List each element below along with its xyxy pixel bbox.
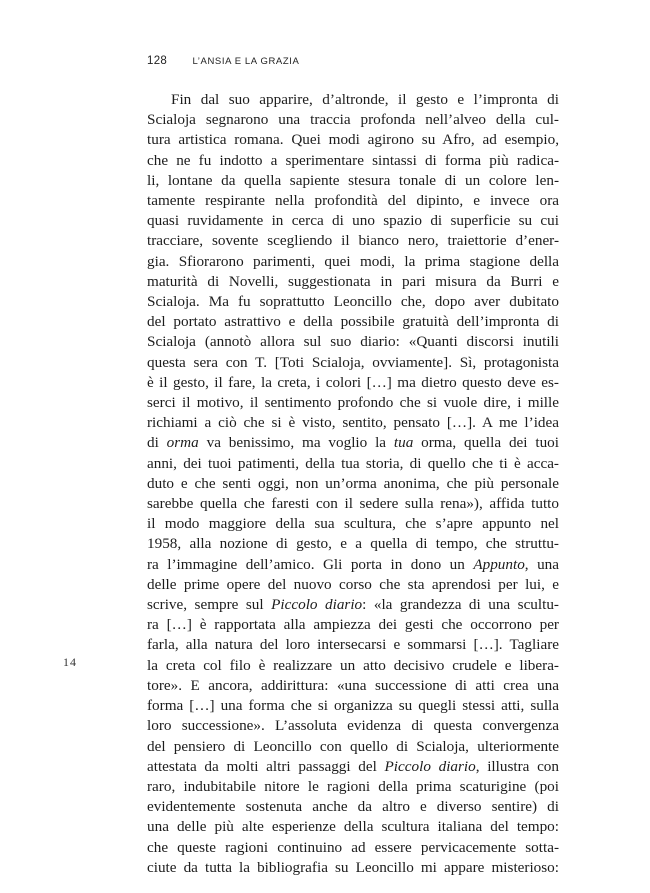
text-line: che queste ragioni continuino ad essere pervicacemente sotta- (147, 838, 559, 856)
text-line: che ne fu indotto a sperimentare sintassi di forma più radica- (147, 151, 559, 169)
text-line: quasi ruvidamente in cerca di uno spazio di superficie su cui (147, 212, 559, 230)
text-line: ra l’immagine dell’amico. Gli porta in dono un Appunto, una (147, 555, 559, 573)
text-line: una delle più alte esperienze della scultura italiana del tempo: (147, 818, 559, 836)
running-title: L’ANSIA E LA GRAZIA (192, 56, 300, 67)
text-line: questa sera con T. [Toti Scialoja, ovviamente]. Sì, protagonista (147, 353, 559, 371)
text-line: Scialoja (annotò allora sul suo diario: «Quanti discorsi inutili (147, 333, 559, 351)
body-paragraph (147, 90, 559, 878)
text-line: Scialoja. Ma fu soprattutto Leoncillo che, dopo aver dubitato (147, 293, 559, 311)
text-line: delle prime opere del nuovo corso che sta aprendosi per lui, e (147, 575, 559, 593)
margin-note-number: 14 (63, 655, 77, 669)
text-line: il modo maggiore della sua scultura, che s’apre appunto nel (147, 515, 559, 533)
text-line: ciute da tutta la bibliografia su Leoncillo mi appare misterioso: (147, 858, 559, 876)
text-line: tore». E ancora, addirittura: «una successione di atti crea una (147, 676, 559, 694)
text-line: tracciare, sovente scegliendo il bianco nero, traiettorie d’ener- (147, 232, 559, 250)
text-line: 1958, alla nozione di gesto, e a quella di tempo, che struttu- (147, 535, 559, 553)
text-line: farla, alla natura del loro intersecarsi e sommarsi […]. Tagliare (147, 636, 559, 654)
text-line: gia. Sfiorarono parimenti, quei modi, la prima stagione della (147, 252, 559, 270)
text-line: del portato astrattivo e della possibile gratuità dell’impronta di (147, 313, 559, 331)
text-line: del pensiero di Leoncillo con quello di Scialoja, ulteriormente (147, 737, 559, 755)
text-line: scrive, sempre sul Piccolo diario: «la grandezza di una scultu- (147, 596, 559, 614)
text-line: tura artistica romana. Quei modi agirono su Afro, ad esempio, (147, 131, 559, 149)
running-header (147, 55, 299, 67)
text-line: raro, indubitabile nitore le ragioni della prima scaturigine (poi (147, 777, 559, 795)
text-line: sarebbe quella che faresti con il sedere sulla rena»), affida tutto (147, 495, 559, 513)
text-line: Fin dal suo apparire, d’altronde, il gesto e l’impronta di (171, 91, 559, 108)
text-line: forma […] una forma che si organizza su quegli stessi atti, sulla (147, 697, 559, 715)
text-line: attestata da molti altri passaggi del Piccolo diario, illustra con (147, 757, 559, 775)
text-line: la creta col filo è realizzare un atto decisivo crudele e libera- (147, 656, 559, 674)
text-line: tamente respirante nella profondità del dipinto, e invece ora (147, 192, 559, 210)
text-line: li, lontane da quella sapiente stesura tonale di un colore len- (147, 171, 559, 189)
text-line: maturità di Novelli, suggestionata in pari misura da Burri e (147, 272, 559, 290)
text-line: di orma va benissimo, ma voglio la tua orma, quella dei tuoi (147, 434, 559, 452)
text-line: Scialoja segnarono una traccia profonda nell’alveo della cul- (147, 111, 559, 129)
text-line: evidentemente sostenuta anche da altro e diverso sentire) di (147, 798, 559, 816)
text-line: anni, dei tuoi patimenti, della tua storia, di quello che ti è acca- (147, 454, 559, 472)
page-number: 128 (147, 55, 168, 67)
text-line: ra […] è rapportata alla ampiezza dei gesti che occorrono per (147, 616, 559, 634)
text-line: richiami a ciò che si è visto, sentito, pensato […]. A me l’idea (147, 414, 559, 432)
text-line: è il gesto, il fare, la creta, i colori […] ma dietro questo deve es- (147, 373, 559, 391)
text-line: duto e che senti oggi, non un’orma anonima, che più personale (147, 474, 559, 492)
text-line: serci il motivo, il sentimento profondo che si vuole dire, i mille (147, 394, 559, 412)
text-line: loro successione». L’assoluta evidenza di questa convergenza (147, 717, 559, 735)
